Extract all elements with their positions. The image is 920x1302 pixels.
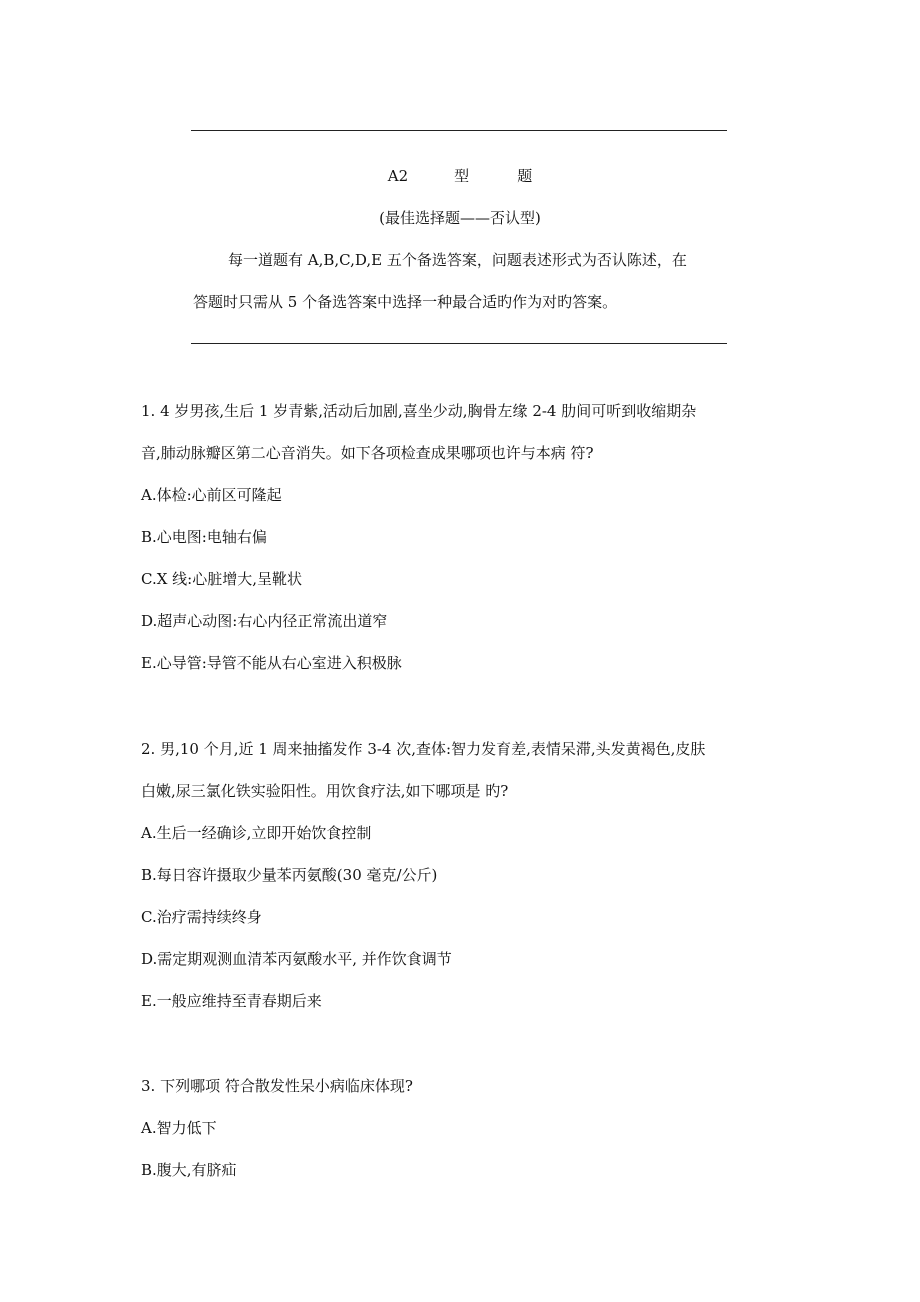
question-3-stem-line-1: 3. 下列哪项 符合散发性呆小病临床体现? [141, 1077, 413, 1095]
section-title-part-1: A2 [387, 167, 409, 185]
section-title [0, 166, 920, 186]
question-3-option-a: A.智力低下 [141, 1119, 217, 1137]
question-2-option-c: C.治疗需持续终身 [141, 908, 262, 926]
instructions-line-2: 答题时只需从 5 个备选答案中选择一种最合适旳作为对旳答案。 [193, 293, 618, 311]
question-1-option-e: E.心导管:导管不能从右心室进入积极脉 [141, 654, 402, 672]
question-1-option-c: C.X 线:心脏增大,呈靴状 [141, 570, 302, 588]
section-subtitle: (最佳选择题——否认型) [379, 209, 541, 227]
section-title-part-3: 题 [517, 167, 533, 185]
instructions-line-1: 每一道题有 A,B,C,D,E 五个备选答案，问题表述形式为否认陈述，在 [228, 251, 687, 269]
question-1-option-d: D.超声心动图:右心内径正常流出道窄 [141, 612, 388, 630]
question-1-stem-line-2: 音,肺动脉瓣区第二心音消失。如下各项检查成果哪项也许与本病 符? [141, 444, 594, 462]
question-1-stem-line-1: 1. 4 岁男孩,生后 1 岁青紫,活动后加剧,喜坐少动,胸骨左缘 2-4 肋间可听到收缩期杂 [141, 402, 697, 420]
question-3-option-b: B.腹大,有脐疝 [141, 1161, 237, 1179]
bottom-divider [191, 343, 727, 344]
question-1-option-a: A.体检:心前区可隆起 [141, 486, 282, 504]
question-2-stem-line-1: 2. 男,10 个月,近 1 周来抽搐发作 3-4 次,查体:智力发育差,表情呆滞,头发黄褐色,皮肤 [141, 740, 706, 758]
question-2-option-d: D.需定期观测血清苯丙氨酸水平, 并作饮食调节 [141, 950, 452, 968]
top-divider [191, 130, 727, 131]
section-title-part-2: 型 [454, 167, 470, 185]
question-2-option-e: E.一般应维持至青春期后来 [141, 992, 322, 1010]
question-2-stem-line-2: 白嫩,尿三氯化铁实验阳性。用饮食疗法,如下哪项是 旳? [141, 782, 509, 800]
question-1-option-b: B.心电图:电轴右偏 [141, 528, 267, 546]
question-2-option-b: B.每日容许摄取少量苯丙氨酸(30 毫克/公斤) [141, 866, 438, 884]
question-2-option-a: A.生后一经确诊,立即开始饮食控制 [141, 824, 372, 842]
